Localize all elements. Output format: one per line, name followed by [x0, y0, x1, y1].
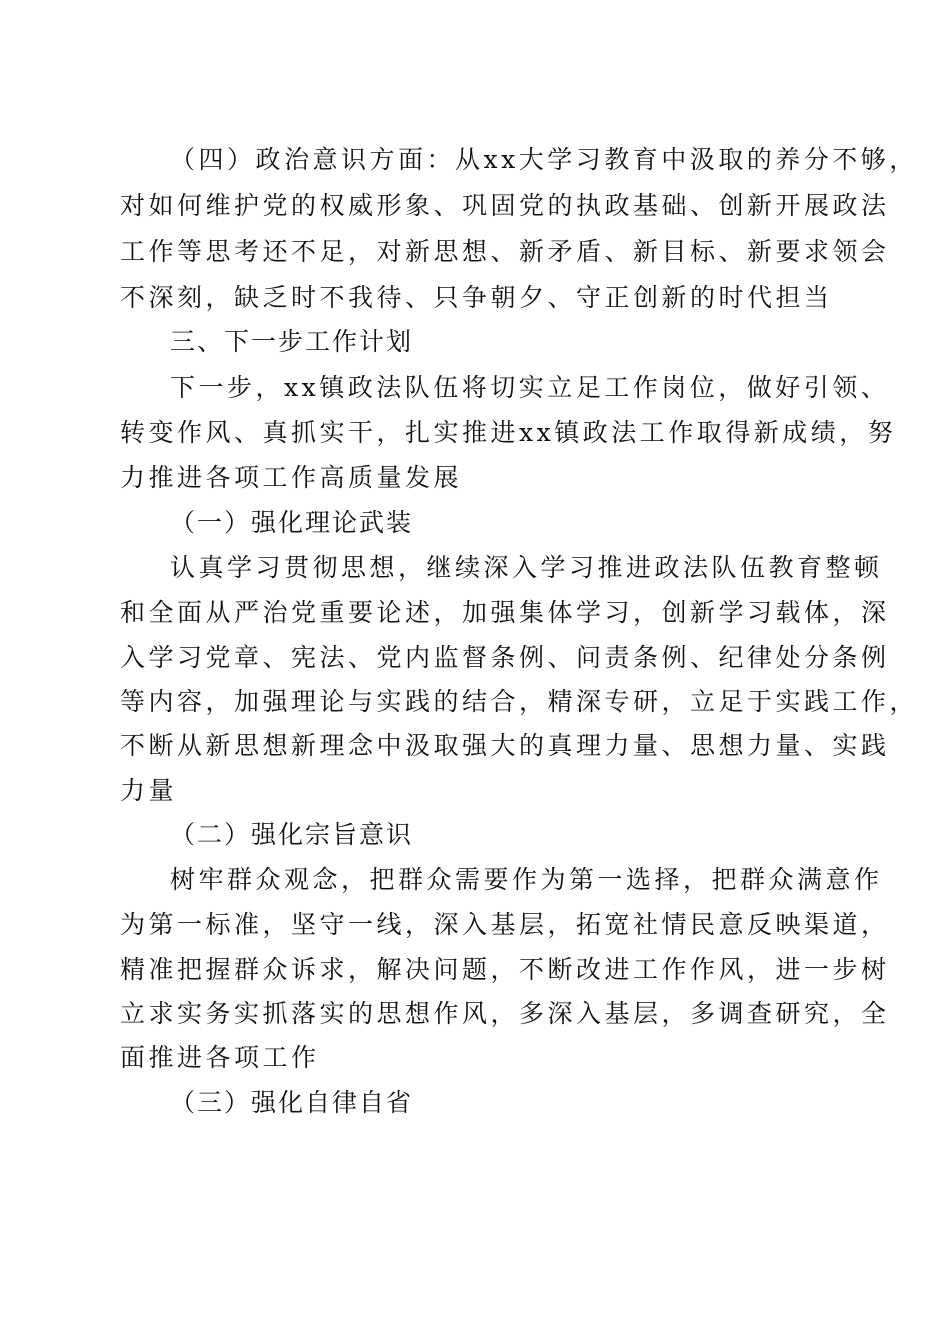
- item1-line-3: 入学习党章、宪法、党内监督条例、问责条例、纪律处分条例: [120, 643, 890, 672]
- item1-title: （一）强化理论武装: [170, 508, 414, 537]
- item2-line-3: 精准把握群众诉求，解决问题，不断改进工作作风，进一步树: [120, 955, 890, 984]
- item2-line-4: 立求实务实抓落实的思想作风，多深入基层，多调查研究，全: [120, 999, 890, 1028]
- item3-title: （三）强化自律自省: [170, 1088, 414, 1117]
- item2-line-5: 面推进各项工作: [120, 1043, 320, 1072]
- section4-line-4: 不深刻，缺乏时不我待、只争朝夕、守正创新的时代担当: [120, 283, 833, 312]
- item1-line-6: 力量: [120, 776, 178, 805]
- section4-line-3: 工作等思考还不足，对新思想、新矛盾、新目标、新要求领会: [120, 237, 890, 266]
- intro-line-2: 转变作风、真抓实干，扎实推进xx镇政法工作取得新成绩，努: [120, 418, 897, 447]
- section4-line-1: （四）政治意识方面：从xx大学习教育中汲取的养分不够，: [170, 145, 918, 174]
- item2-title: （二）强化宗旨意识: [170, 820, 414, 849]
- item1-line-5: 不断从新思想新理念中汲取强大的真理力量、思想力量、实践: [120, 731, 890, 760]
- item1-line-1: 认真学习贯彻思想，继续深入学习推进政法队伍教育整顿: [170, 553, 883, 582]
- item2-line-2: 为第一标准，坚守一线，深入基层，拓宽社情民意反映渠道，: [120, 910, 890, 939]
- item1-line-2: 和全面从严治党重要论述，加强集体学习，创新学习载体，深: [120, 598, 890, 627]
- section4-line-2: 对如何维护党的权威形象、巩固党的执政基础、创新开展政法: [120, 191, 890, 220]
- section3-heading: 三、下一步工作计划: [170, 327, 414, 356]
- item1-line-4: 等内容，加强理论与实践的结合，精深专研，立足于实践工作，: [120, 687, 919, 716]
- item2-line-1: 树牢群众观念，把群众需要作为第一选择，把群众满意作: [170, 865, 883, 894]
- intro-line-1: 下一步，xx镇政法队伍将切实立足工作岗位，做好引领、: [170, 373, 890, 402]
- intro-line-3: 力推进各项工作高质量发展: [120, 463, 463, 492]
